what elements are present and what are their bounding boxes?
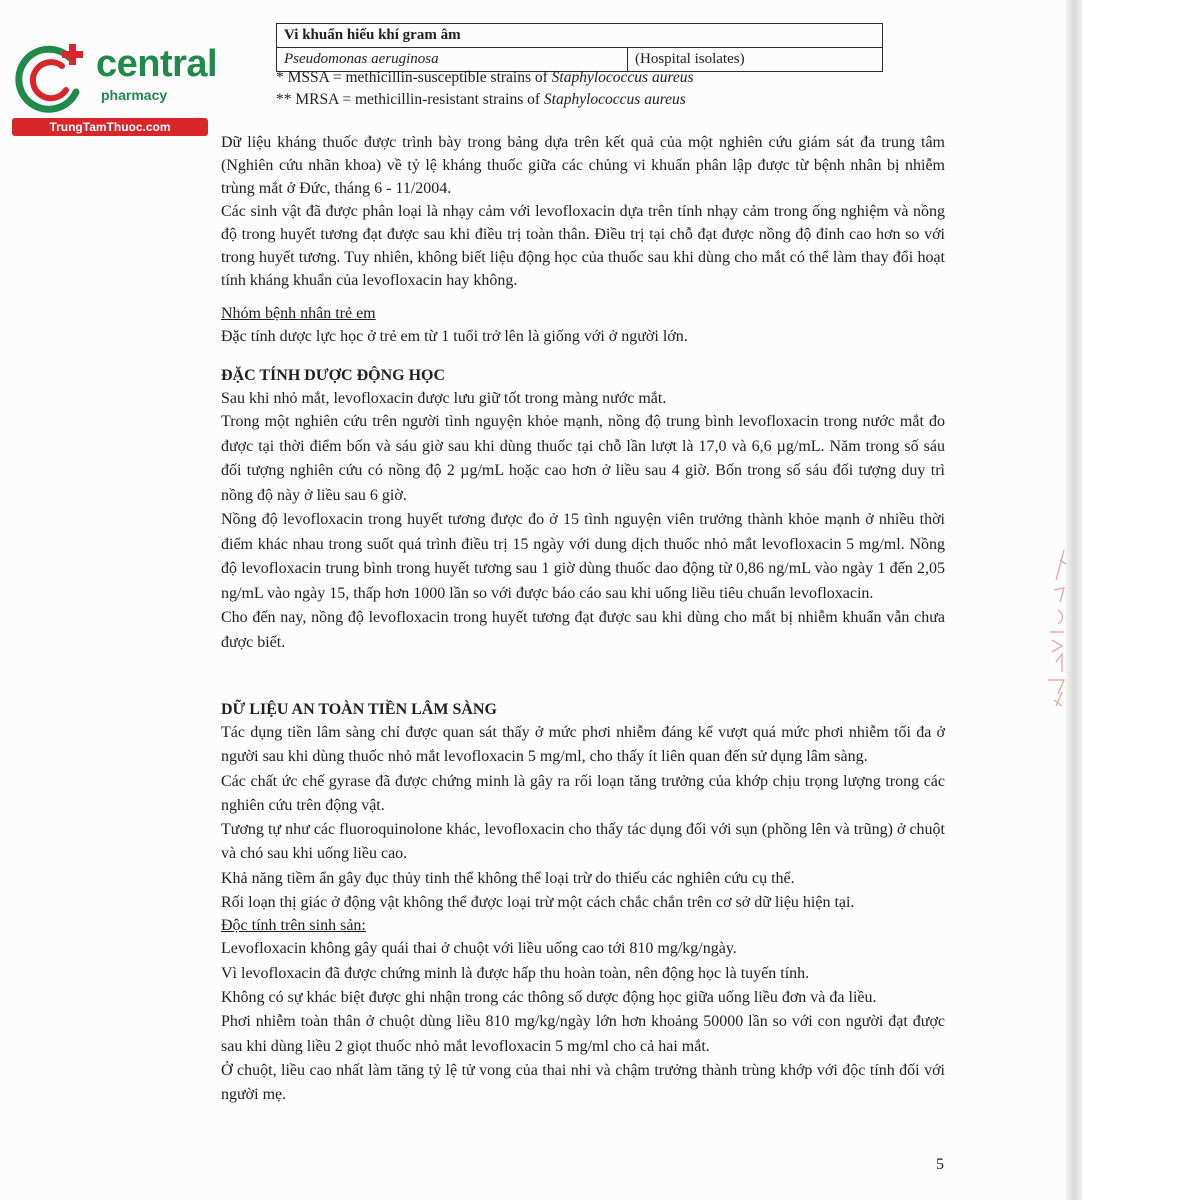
page-number: 5 [936,1156,944,1173]
paragraph: Các sinh vật đã được phân loại là nhạy cảm với levofloxacin dựa trên tính nhạy cảm trong ống nghiệm và nồng độ trong huyết tương đạt được sau khi điều trị toàn thân. Điều trị tại chỗ đạt được nồng độ đỉnh cao hơn so với trong huyết tương. Tuy nhiên, không biết liệu động học của thuốc sau khi dùng cho mắt có thể làm thay đổi hoạt tính kháng khuẩn của levofloxacin hay không. [221,203,945,289]
paragraph: Cho đến nay, nồng độ levofloxacin trong huyết tương đạt được sau khi dùng cho mắt bị nhiễm khuẩn vẫn chưa được biết. [221,609,945,651]
paragraph: Nồng độ levofloxacin trong huyết tương được đo ở 15 tình nguyện viên trưởng thành khỏe mạnh ở nhiều thời điểm khác nhau trong suốt quá trình điều trị 15 ngày với dung dịch thuốc nhỏ mắt levofloxacin 5 mg/ml. Nồng độ levofloxacin trung bình trong huyết tương sau 1 giờ dùng thuốc dao động từ 0,86 ng/mL vào ngày 1 đến 2,05 ng/mL vào ngày 15, thấp hơn 1000 lần so với được báo cáo sau khi uống liều tiêu chuẩn levofloxacin. [221,511,945,602]
paragraph: Vì levofloxacin đã được chứng minh là được hấp thu hoàn toàn, nên động học là tuyến tính. [221,964,810,982]
brand-subtitle: pharmacy [101,87,168,103]
section-heading: ĐẶC TÍNH DƯỢC ĐỘNG HỌC [221,367,446,384]
paragraph: Tương tự như các fluoroquinolone khác, levofloxacin cho thấy tác dụng đối với sụn (phồng lên và trũng) ở chuột và chó sau khi uống liều cao. [221,821,945,863]
paragraph: Trong một nghiên cứu trên người tình nguyện khỏe mạnh, nồng độ trung bình levofloxacin trong nước mắt đo được tại thời điểm bốn và sáu giờ sau khi dùng thuốc tại chỗ lần lượt là 17,0 và 6,6 µg/mL. Năm trong số sáu đối tượng nghiên cứu có nồng độ 2 µg/mL hoặc cao hơn ở liều sau 4 giờ. Bốn trong số sáu đối tượng duy trì nồng độ này ở liều sau 6 giờ. [221,413,945,504]
section-heading: DỮ LIỆU AN TOÀN TIỀN LÂM SÀNG [221,701,497,718]
table-header: Vi khuẩn hiếu khí gram âm [277,24,883,48]
paragraph: Rối loạn thị giác ở động vật không thể được loại trừ một cách chắc chắn trên cơ sở dữ liệu hiện tại. [221,894,855,912]
intro-section [221,131,945,292]
pediatric-title: Nhóm bệnh nhân trẻ em [221,305,376,322]
paragraph: Ở chuột, liều cao nhất làm tăng tỷ lệ tử vong của thai nhi và chậm trưởng thành trùng khớp với độc tính đối với người mẹ. [221,1061,945,1104]
safety-section [221,698,945,1107]
paragraph: Sau khi nhỏ mắt, levofloxacin được lưu giữ tốt trong màng nước mắt. [221,390,667,407]
brand-website[interactable]: TrungTamThuoc.com [12,118,208,136]
paragraph: Levofloxacin không gây quái thai ở chuột với liều uống cao tới 810 mg/kg/ngày. [221,940,737,958]
pharmacokinetics-section [221,364,945,655]
pharmacy-cross-logo-icon [12,40,92,120]
pediatric-section [221,302,945,348]
repro-title: Độc tính trên sinh sản: [221,917,366,935]
paragraph: Các chất ức chế gyrase đã được chứng minh là gây ra rối loạn tăng trưởng của khớp chịu trọng lượng trong các nghiên cứu trên động vật. [221,772,945,814]
footnote-mrsa: ** MRSA = methicillin-resistant strains of Staphylococcus aureus [276,91,686,108]
brand-name: central [96,43,218,85]
page-margin [1082,0,1200,1200]
paragraph: Phơi nhiễm toàn thân ở chuột dùng liều 810 mg/kg/ngày lớn hơn khoảng 50000 lần so với con người đạt được sau khi dùng liều 2 giọt thuốc nhỏ mắt levofloxacin 5 mg/ml cho cả hai mắt. [221,1013,945,1055]
paragraph: Đặc tính dược lực học ở trẻ em từ 1 tuổi trở lên là giống với ở người lớn. [221,328,688,345]
paragraph: Khả năng tiềm ẩn gây đục thủy tinh thể không thể loại trừ do thiếu các nghiên cứu cụ thể. [221,869,795,887]
note-cell: (Hospital isolates) [628,48,883,72]
organism-cell: Pseudomonas aeruginosa [277,48,628,72]
paragraph: Dữ liệu kháng thuốc được trình bày trong bảng dựa trên kết quả của một nghiên cứu giám sát đa trung tâm (Nghiên cứu nhãn khoa) về tỷ lệ kháng thuốc giữa các chủng vi khuẩn phân lập được từ bệnh nhân bị nhiễm trùng mắt ở Đức, tháng 6 - 11/2004. [221,134,945,197]
paragraph: Tác dụng tiền lâm sàng chỉ được quan sát thấy ở mức phơi nhiễm đáng kể vượt quá mức phơi nhiễm tối đa ở người sau khi dùng thuốc nhỏ mắt levofloxacin 5 mg/ml, cho thấy ít liên quan đến sử dụng lâm sàng. [221,724,945,766]
stamp-mark-icon [1036,540,1070,710]
bacteria-table [276,23,883,72]
footnote-mssa: * MSSA = methicillin-susceptible strains of Staphylococcus aureus [276,69,694,86]
paragraph: Không có sự khác biệt được ghi nhận trong các thông số dược động học giữa uống liều đơn và đa liều. [221,988,877,1006]
